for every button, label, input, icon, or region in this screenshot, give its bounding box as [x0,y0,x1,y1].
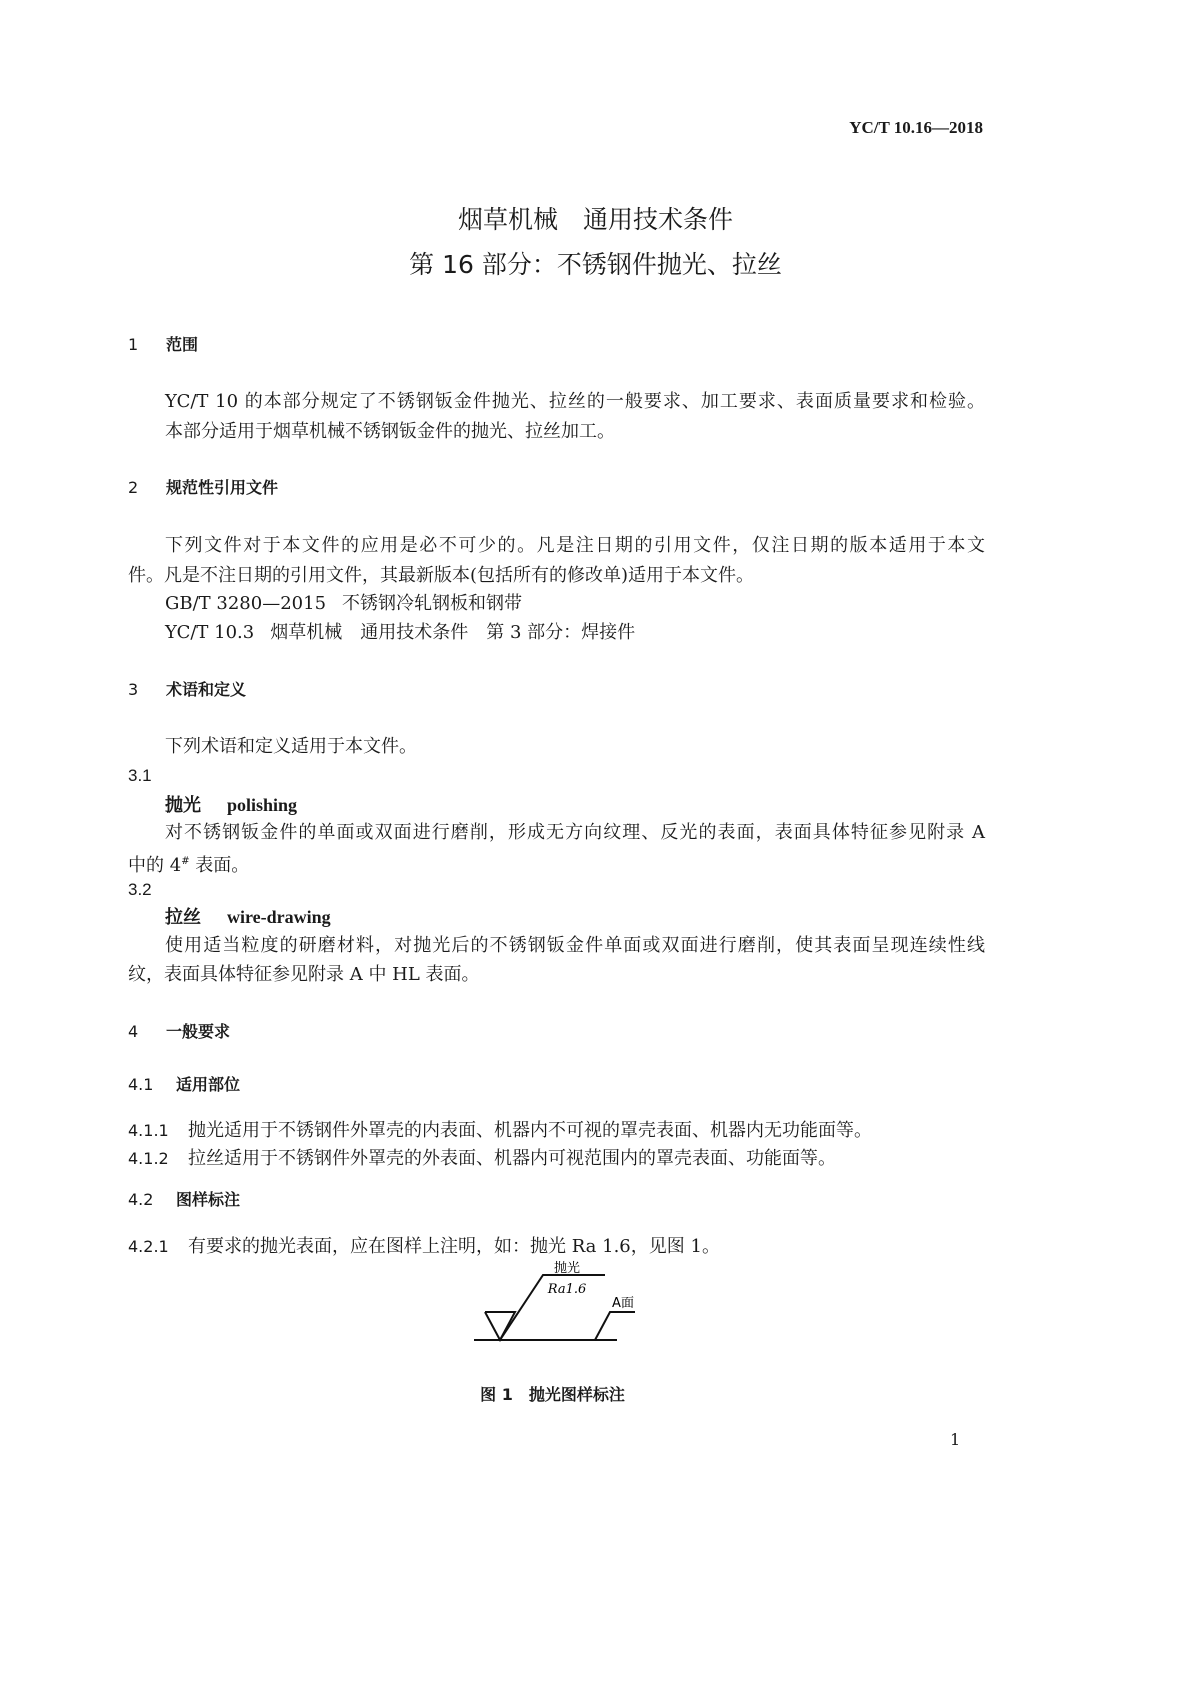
section-title: 适用部位 [176,1075,241,1094]
figure-label-ra: Ra1.6 [547,1282,587,1297]
section-title: 一般要求 [166,1022,231,1041]
surface-symbol-triangle [485,1312,515,1340]
figure-title: 抛光图样标注 [528,1385,625,1404]
figure-label-polish: 抛光 [553,1261,581,1276]
subsection-heading [128,1188,240,1212]
clause-number: 4.2.1 [128,1237,169,1256]
definition-text: 表面。 [189,855,250,876]
page-title: 烟草机械 通用技术条件 [457,205,733,234]
reference-title: 烟草机械 通用技术条件 第 3 部分：焊接件 [270,622,636,643]
section-number: 2 [128,478,139,497]
figure-label-face: A面 [612,1296,634,1311]
polishing-annotation-figure [460,1255,660,1355]
face-leader [595,1312,635,1340]
clause [128,1119,872,1143]
section-title: 范围 [166,335,199,354]
term-zh: 拉丝 [165,907,201,928]
section-heading-2 [128,476,278,500]
definition: 纹，表面具体特征参见附录 A 中 HL 表面。 [128,964,480,985]
paragraph: 件。凡是不注日期的引用文件，其最新版本(包括所有的修改单)适用于本文件。 [128,565,755,586]
superscript: # [181,856,190,867]
clause-text: 拉丝适用于不锈钢件外罩壳的外表面、机器内可视范围内的罩壳表面、功能面等。 [188,1148,836,1169]
paragraph: YC/T 10 的本部分规定了不锈钢钣金件抛光、拉丝的一般要求、加工要求、表面质量要求和检验。 [165,391,985,412]
section-heading-3 [128,678,246,702]
reference-code: YC/T 10.3 [165,622,255,643]
clause-text: 抛光适用于不锈钢件外罩壳的内表面、机器内不可视的罩壳表面、机器内无功能面等。 [188,1120,872,1141]
section-heading-1 [128,333,198,357]
paragraph: 下列术语和定义适用于本文件。 [165,736,417,757]
reference-code: GB/T 3280—2015 [165,593,327,614]
document-code: YC/T 10.16—2018 [849,118,983,137]
term-title [165,905,331,930]
clause-text: 有要求的抛光表面，应在图样上注明，如：抛光 Ra 1.6，见图 1。 [188,1236,720,1257]
term-en: polishing [227,795,298,815]
term-number: 3.1 [128,766,152,785]
section-title: 图样标注 [176,1190,241,1209]
section-number: 1 [128,335,139,354]
subsection-heading [128,1073,240,1097]
paragraph: 下列文件对于本文件的应用是必不可少的。凡是注日期的引用文件，仅注日期的版本适用于本文 [165,535,985,556]
term-title [165,793,297,818]
clause-number: 4.1.1 [128,1121,169,1140]
term-zh: 抛光 [165,795,201,816]
section-heading-4 [128,1020,230,1044]
section-title: 术语和定义 [166,680,247,699]
section-number: 4.2 [128,1190,154,1209]
paragraph: 本部分适用于烟草机械不锈钢钣金件的抛光、拉丝加工。 [165,421,615,442]
section-number: 3 [128,680,139,699]
page-subtitle: 第 16 部分：不锈钢件抛光、拉丝 [409,250,782,279]
definition-text: 中的 4 [128,855,182,876]
page-number: 1 [950,1430,961,1449]
definition [128,850,249,878]
section-title: 规范性引用文件 [166,478,279,497]
reference-title: 不锈钢冷轧钢板和钢带 [342,593,523,614]
reference-item [165,621,635,645]
reference-item [165,592,522,616]
definition: 使用适当粒度的研磨材料，对抛光后的不锈钢钣金件单面或双面进行磨削，使其表面呈现连续性线 [165,935,985,956]
figure-number: 图 1 [480,1385,513,1404]
definition: 对不锈钢钣金件的单面或双面进行磨削，形成无方向纹理、反光的表面，表面具体特征参见附录 A [165,822,985,843]
term-en: wire-drawing [227,907,331,927]
section-number: 4.1 [128,1075,154,1094]
term-number: 3.2 [128,880,152,899]
figure-caption [0,1383,1105,1407]
clause [128,1147,836,1171]
clause-number: 4.1.2 [128,1149,169,1168]
section-number: 4 [128,1022,139,1041]
